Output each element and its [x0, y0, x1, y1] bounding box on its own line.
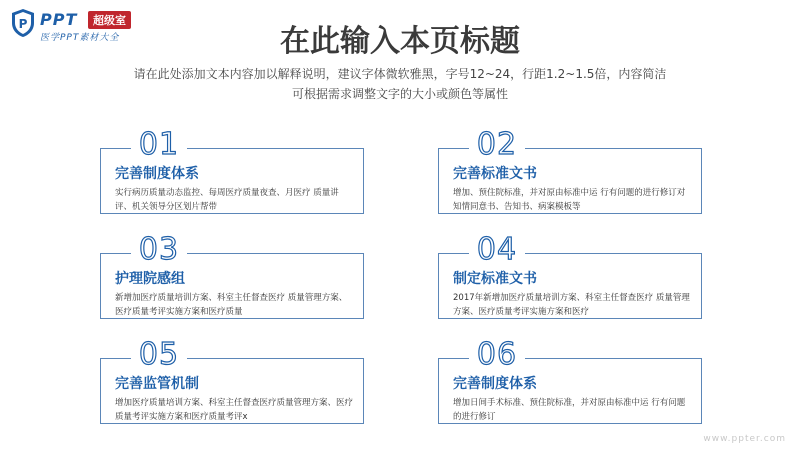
logo-brand: PPT — [40, 10, 78, 29]
card-title: 完善制度体系 — [453, 376, 537, 392]
card-2 — [438, 127, 702, 214]
card-description: 增加、预住院标准，并对原由标准中运 行有问题的进行修订对知情同意书、告知书、病案模板等 — [453, 188, 686, 212]
card-title: 完善制度体系 — [115, 166, 199, 182]
watermark: www.ppter.com — [703, 434, 786, 444]
card-1 — [100, 127, 364, 214]
card-number: 02 — [469, 127, 525, 161]
card-description: 新增加医疗质量培训方案、科室主任督查医疗 质量管理方案、医疗质量考评实施方案和医疗质量 — [115, 293, 348, 317]
card-number: 04 — [469, 232, 525, 266]
card-description: 2017年新增加医疗质量培训方案、科室主任督查医疗 质量管理方案、医疗质量考评实施方案和医疗 — [453, 293, 690, 317]
logo-badge: 超级室 — [88, 11, 131, 29]
logo-subtitle: 医学PPT素材大全 — [40, 33, 120, 43]
card-description: 增加医疗质量培训方案、科室主任督查医疗质量管理方案、医疗质量考评实施方案和医疗质量考评x — [115, 398, 354, 422]
card-title: 制定标准文书 — [453, 271, 537, 287]
card-5 — [100, 337, 364, 424]
card-4 — [438, 232, 702, 319]
page-subtitle — [100, 64, 700, 104]
card-3 — [100, 232, 364, 319]
svg-text:P: P — [18, 17, 28, 31]
card-title: 完善监管机制 — [115, 376, 199, 392]
page-title: 在此输入本页标题 — [280, 24, 520, 59]
card-number: 06 — [469, 337, 525, 371]
card-description: 增加日间手术标准、预住院标准，并对原由标准中运 行有问题的进行修订 — [453, 398, 686, 422]
subtitle-line-2: 可根据需求调整文字的大小或颜色等属性 — [291, 87, 508, 101]
card-6 — [438, 337, 702, 424]
card-title: 护理院感组 — [115, 271, 185, 287]
card-number: 05 — [131, 337, 187, 371]
card-title: 完善标准文书 — [453, 166, 537, 182]
subtitle-line-1: 请在此处添加文本内容加以解释说明，建议字体微软雅黑，字号12~24，行距1.2~1.5倍，内容简洁 — [133, 67, 667, 81]
card-number: 03 — [131, 232, 187, 266]
card-description: 实行病历质量动态监控、每周医疗质量夜查、月医疗 质量讲评、机关领导分区划片帮带 — [115, 188, 339, 212]
card-number: 01 — [131, 127, 187, 161]
